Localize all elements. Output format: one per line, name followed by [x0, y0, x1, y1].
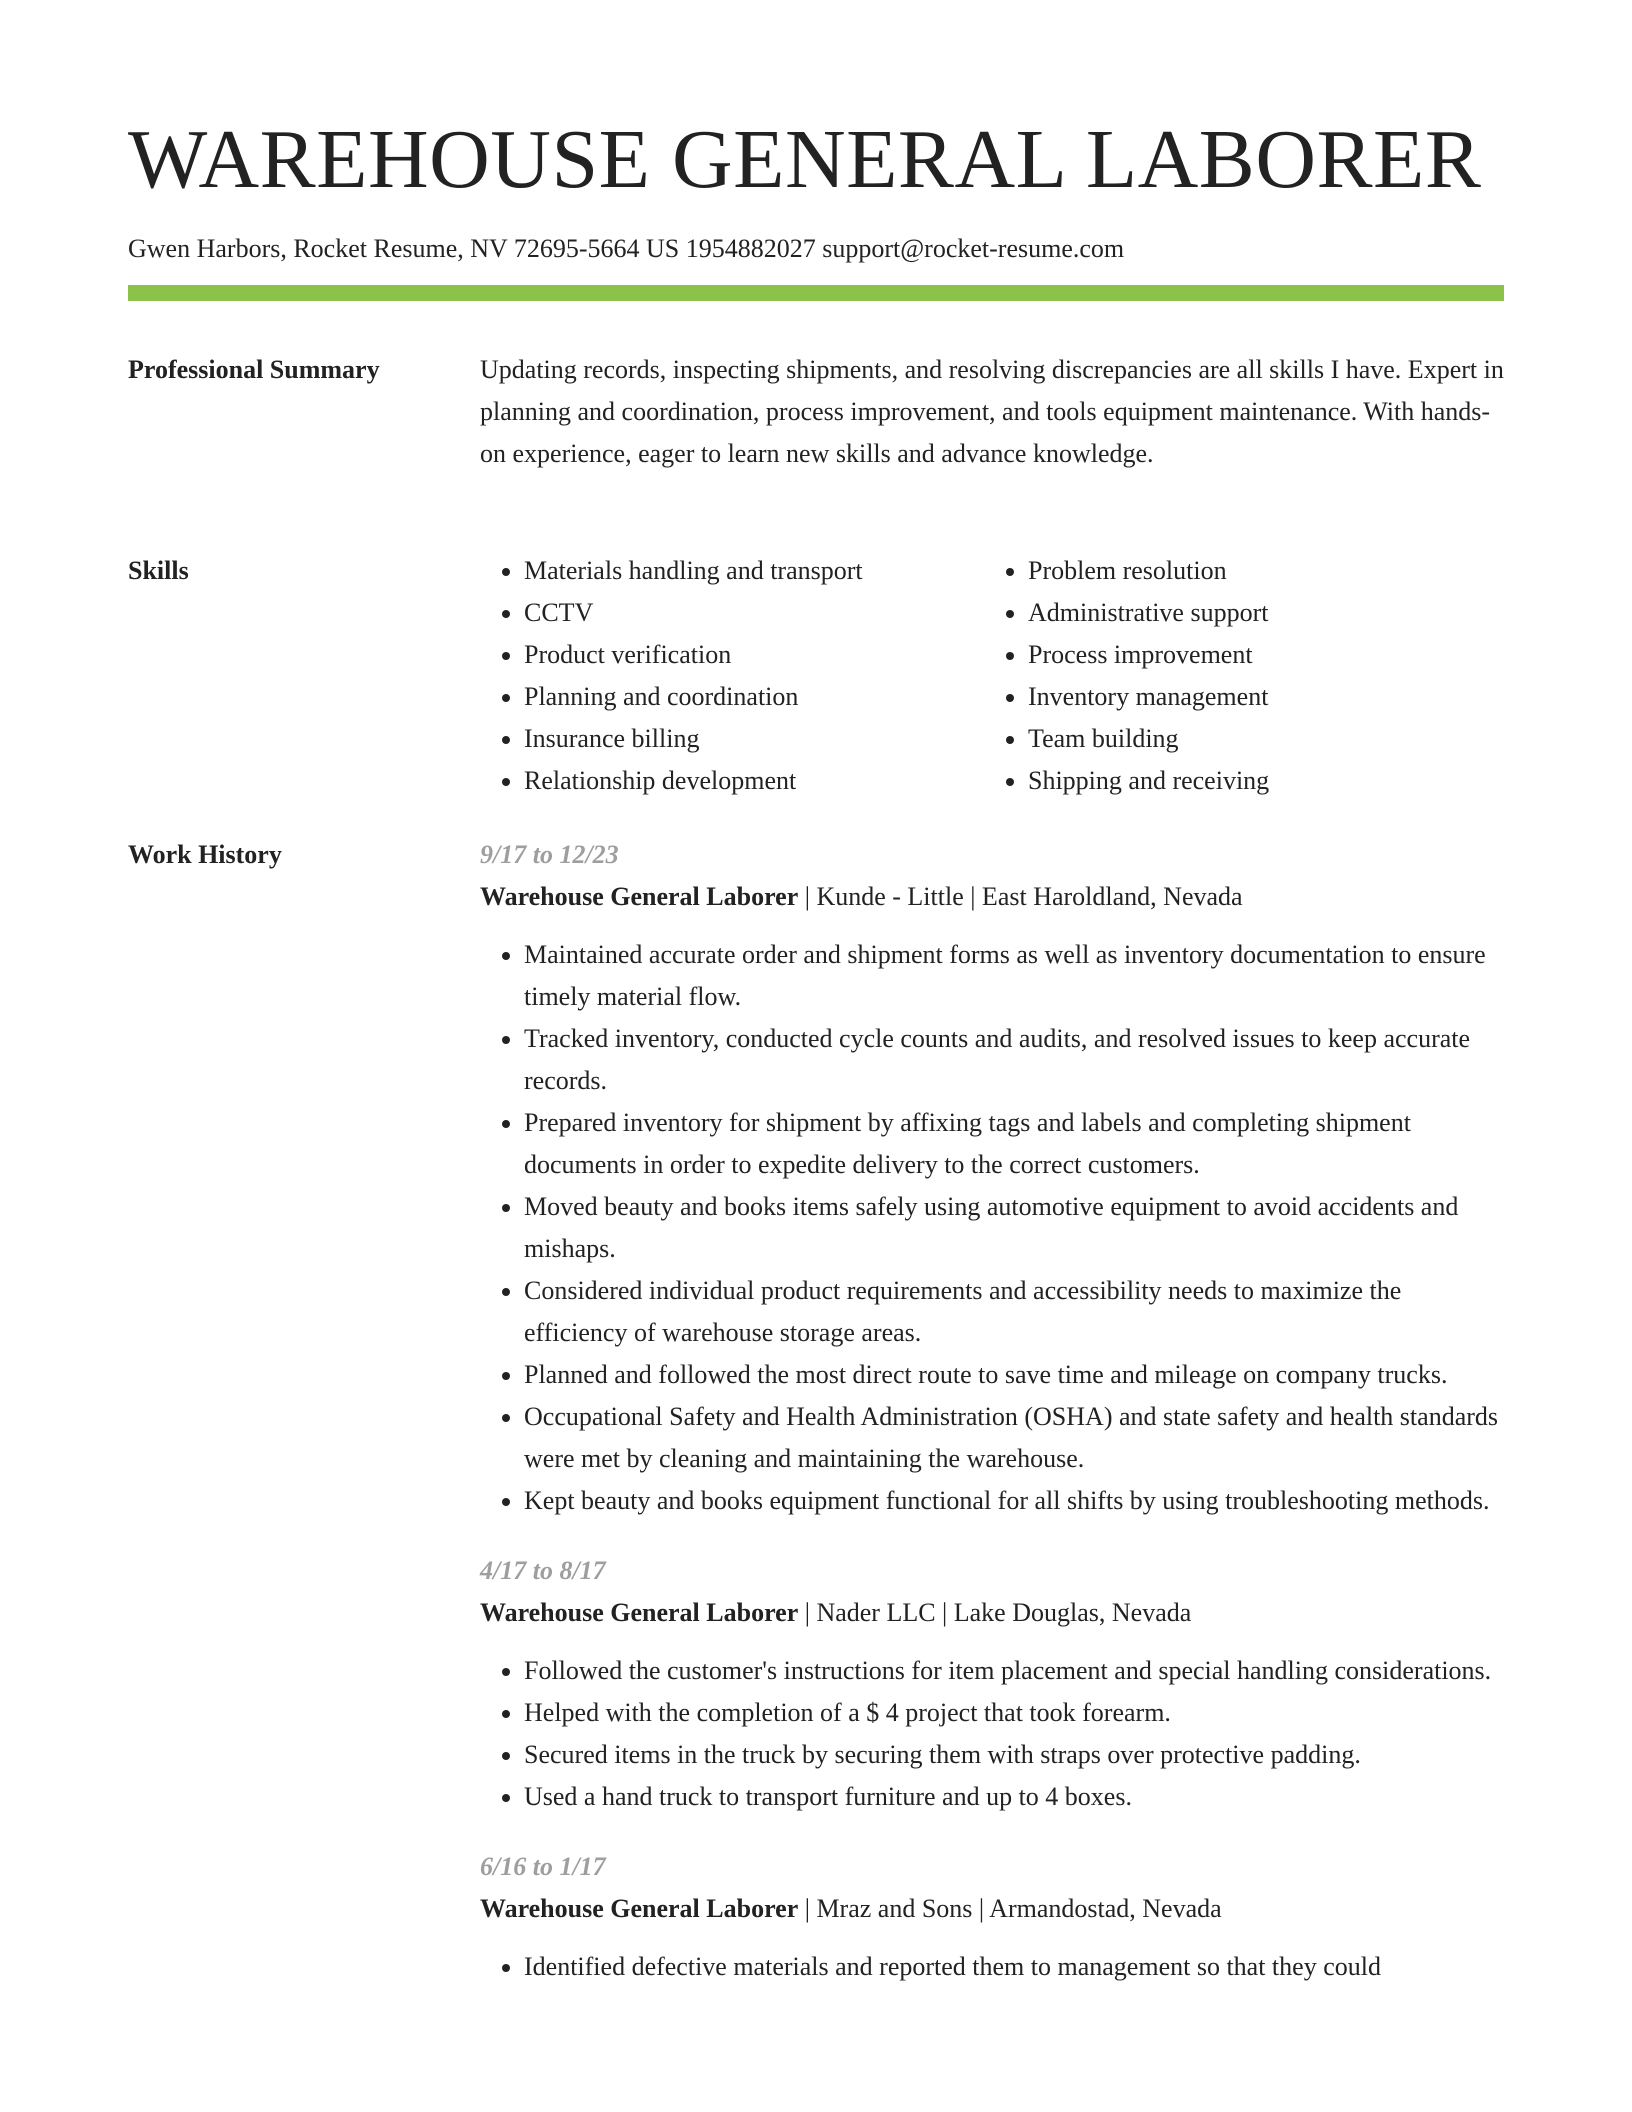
work-history-label: Work History: [128, 840, 282, 869]
job-title: Warehouse General Laborer: [480, 1598, 799, 1627]
skill-item: • Materials handling and transport: [524, 550, 984, 592]
job-details: | Mraz and Sons | Armandostad, Nevada: [798, 1894, 1222, 1923]
job-bullet: • Prepared inventory for shipment by affixing tags and labels and completing shipment documents in order to expedite delivery to the correct customers.: [524, 1102, 1504, 1186]
resume-title: WAREHOUSE GENERAL LABORER: [128, 113, 1482, 206]
skill-item: • Team building: [1028, 718, 1488, 760]
job-dates: 6/16 to 1/17: [480, 1852, 606, 1881]
skill-item: • Administrative support: [1028, 592, 1488, 634]
job-dates: 9/17 to 12/23: [480, 840, 619, 869]
summary-text: Updating records, inspecting shipments, and resolving discrepancies are all skills I have. Expert in planning and coordination, process improvement, and tools equipment maintenance. With hands-on experience, eager to learn new skills and advance knowledge.: [480, 355, 1504, 468]
job-bullet-list: [480, 934, 1504, 1522]
job-bullet: • Identified defective materials and reported them to management so that they could: [524, 1946, 1504, 1988]
job-bullet: • Used a hand truck to transport furniture and up to 4 boxes.: [524, 1776, 1504, 1818]
job-bullet: • Followed the customer's instructions for item placement and special handling considerations.: [524, 1650, 1504, 1692]
job-bullet-list: [480, 1650, 1504, 1818]
job-title: Warehouse General Laborer: [480, 882, 799, 911]
skill-item: • Product verification: [524, 634, 984, 676]
summary-label: Professional Summary: [128, 355, 380, 384]
skill-item: • Relationship development: [524, 760, 984, 802]
job-bullet: • Occupational Safety and Health Administration (OSHA) and state safety and health standards were met by cleaning and maintaining the warehouse.: [524, 1396, 1504, 1480]
job-bullet: • Helped with the completion of a $ 4 project that took forearm.: [524, 1692, 1504, 1734]
job-bullet-list: [480, 1946, 1504, 1988]
job-bullet: • Secured items in the truck by securing them with straps over protective padding.: [524, 1734, 1504, 1776]
skill-item: • Shipping and receiving: [1028, 760, 1488, 802]
skill-item: • Insurance billing: [524, 718, 984, 760]
job-title: Warehouse General Laborer: [480, 1894, 799, 1923]
skills-columns: [480, 550, 1504, 802]
job-heading: [480, 1592, 1504, 1634]
job-bullet: • Tracked inventory, conducted cycle counts and audits, and resolved issues to keep accurate records.: [524, 1018, 1504, 1102]
skill-item: • Problem resolution: [1028, 550, 1488, 592]
skill-item: • CCTV: [524, 592, 984, 634]
job-heading: [480, 1888, 1504, 1930]
job-entry: [480, 1550, 1504, 1818]
skill-item: • Process improvement: [1028, 634, 1488, 676]
job-bullet: • Maintained accurate order and shipment forms as well as inventory documentation to ensure timely material flow.: [524, 934, 1504, 1018]
job-bullet: • Planned and followed the most direct route to save time and mileage on company trucks.: [524, 1354, 1504, 1396]
skills-body: [480, 550, 1504, 802]
job-details: | Kunde - Little | East Haroldland, Nevada: [798, 882, 1243, 911]
skills-label: Skills: [128, 556, 189, 585]
contact-line: Gwen Harbors, Rocket Resume, NV 72695-5664 US 1954882027 support@rocket-resume.com: [128, 234, 1125, 263]
skill-item: • Planning and coordination: [524, 676, 984, 718]
skill-item: • Inventory management: [1028, 676, 1488, 718]
job-dates: 4/17 to 8/17: [480, 1556, 606, 1585]
job-details: | Nader LLC | Lake Douglas, Nevada: [798, 1598, 1192, 1627]
job-entry: [480, 1846, 1504, 1988]
job-entry: [480, 834, 1504, 1522]
skills-list-right: [984, 550, 1488, 802]
summary-body: [480, 349, 1504, 475]
accent-divider: [128, 285, 1504, 301]
job-heading: [480, 876, 1504, 918]
job-bullet: • Considered individual product requirements and accessibility needs to maximize the efficiency of warehouse storage areas.: [524, 1270, 1504, 1354]
job-bullet: • Moved beauty and books items safely using automotive equipment to avoid accidents and mishaps.: [524, 1186, 1504, 1270]
job-bullet: • Kept beauty and books equipment functional for all shifts by using troubleshooting methods.: [524, 1480, 1504, 1522]
skills-list-left: [480, 550, 984, 802]
work-history-body: [480, 834, 1504, 2016]
